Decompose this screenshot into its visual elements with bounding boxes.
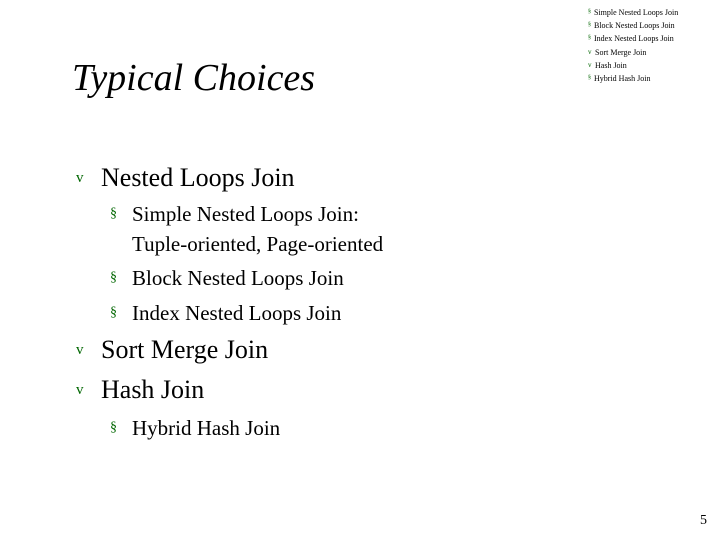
square-bullet-icon: § (110, 305, 117, 320)
mini-outline-item (588, 59, 678, 72)
bullet-text: Sort Merge Join (101, 335, 269, 364)
square-bullet-icon: § (110, 420, 117, 435)
mini-outline-text: Index Nested Loops Join (594, 34, 674, 44)
slide-title: Typical Choices (72, 57, 316, 99)
page-number: 5 (700, 513, 707, 528)
square-bullet-icon: § (588, 22, 591, 29)
square-bullet-icon: § (110, 270, 117, 285)
mini-outline-text: Simple Nested Loops Join (594, 8, 679, 17)
checkmark-bullet-icon: v (76, 382, 84, 398)
mini-outline-item (588, 19, 678, 32)
mini-outline-item (588, 32, 678, 45)
sub-bullet-text: Hybrid Hash Join (132, 416, 281, 440)
square-bullet-icon: § (588, 74, 591, 81)
checkmark-bullet-icon: v (588, 60, 592, 69)
sub-bullet-text: Simple Nested Loops Join: (132, 202, 359, 226)
square-bullet-icon: § (588, 9, 591, 15)
square-bullet-icon: § (110, 206, 117, 221)
sub-bullet-text: Block Nested Loops Join (132, 266, 344, 290)
mini-outline-text: Hybrid Hash Join (594, 73, 651, 83)
checkmark-bullet-icon: v (76, 342, 84, 358)
bullet-text: Nested Loops Join (101, 163, 295, 192)
mini-outline-item (588, 72, 678, 85)
mini-outline-text: Block Nested Loops Join (594, 21, 675, 31)
sub-bullet-text: Index Nested Loops Join (132, 301, 342, 325)
checkmark-bullet-icon: v (76, 170, 84, 186)
bullet-text: Hash Join (101, 375, 205, 404)
mini-outline-item (588, 46, 678, 59)
mini-outline-item (588, 6, 678, 19)
mini-outline-text: Sort Merge Join (595, 47, 647, 57)
mini-outline (588, 6, 678, 85)
square-bullet-icon: § (588, 35, 591, 42)
mini-outline-text: Hash Join (595, 60, 627, 70)
sub-bullet-text: Tuple-oriented, Page-oriented (132, 232, 384, 256)
checkmark-bullet-icon: v (588, 47, 592, 56)
